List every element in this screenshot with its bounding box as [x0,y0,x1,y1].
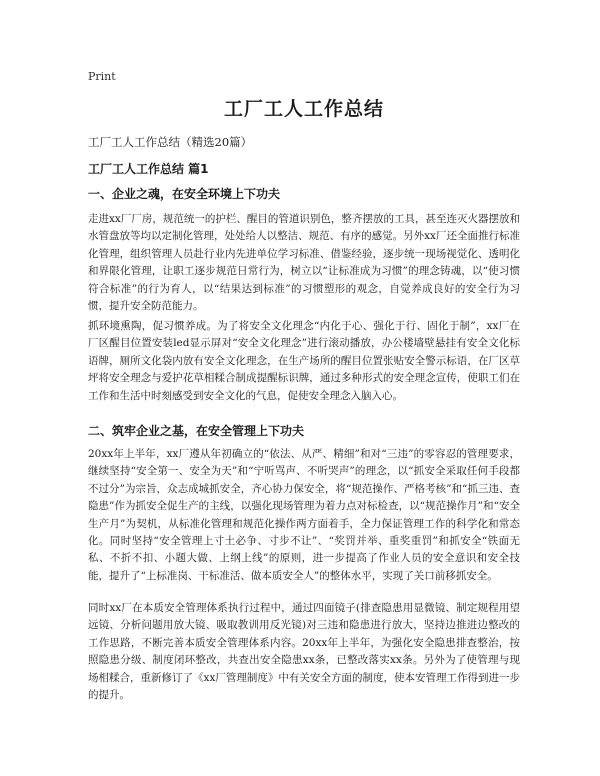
section-heading: 二、筑牢企业之基，在安全管理上下功夫 [88,424,305,438]
part-heading: 工厂工人工作总结 篇1 [88,162,209,176]
document-title: 工厂工人工作总结 [223,98,384,120]
paragraph: 走进xx厂厂房，规范统一的护栏、醒目的管道识别色，整齐摆放的工具，甚至连灭火器摆放和水管盘放等均以定制化管理，处处给人以整洁、规范、有序的感觉。另外xx厂还全面推行标准化管理，组织管理人员赴行业内先进单位学习标准、借鉴经验，逐步统一现场视觉化、透明化和界限化管理，让职工逐步规范日常行为，树立以“让标准成为习惯”的理念铸魂，以“使习惯符合标准”的行为育人，以“结果达到标准”的习惯塑形的观念，自觉养成良好的安全行为习惯，提升安全防范能力。 [88,213,520,313]
print-label[interactable]: Print [88,70,116,83]
paragraph: 抓环境熏陶，促习惯养成。为了将安全文化理念“内化于心、强化于行、固化于制”，xx厂在厂区醒目位置安装led显示屏对“安全文化理念”进行滚动播放，办公楼墙壁悬挂有安全文化标语牌，厕所文化袋内放有安全文化理念，在生产场所的醒目位置张贴安全警示标语，在厂区草坪将安全理念与爱护花草相糅合制成提醒标识牌，通过多种形式的安全理念宣传，使职工们在工作和生活中时刻感受到安全文化的气息，促使安全理念入脑入心。 [88,320,520,402]
paragraph: 同时xx厂在本质安全管理体系执行过程中，通过四面镜子(排查隐患用显微镜、制定规程用望远镜、分析问题用放大镜、吸取教训用反光镜)对三违和隐患进行放大，坚持边推进边整改的工作思路，不断完善本质安全管理体系内容。20xx年上半年，为强化安全隐患排查整治，按照隐患分级、制度闭环整改，共查出安全隐患xx条，已整改落实xx条。另外为了使管理与现场相糅合，重新修订了《xx厂管理制度》中有关安全方面的制度，使本安管理工作得到进一步的提升。 [88,602,520,702]
document-subtitle: 工厂工人工作总结（精选20篇） [88,135,253,149]
section-heading: 一、企业之魂，在安全环境上下功夫 [88,187,281,201]
paragraph: 20xx年上半年，xx厂遵从年初确立的“依法、从严、精细”和对“三违”的零容忍的管理要求，继续坚持“安全第一、安全为天”和“宁听骂声、不听哭声”的理念，以“抓安全采取任何手段都不过分”为宗旨，众志成城抓安全，齐心协力保安全，将“规范操作、严格考核”和“抓三违、查隐患”作为抓安全促生产的主线，以强化现场管理为着力点对标检查，以“规范操作月”和“安全生产月”为契机，从标准化管理和规范化操作两方面着手，全力保证管理工作的科学化和常态化。同时坚持“安全管理上寸土必争、寸步不让”、“奖罚并举、重奖重罚”和抓安全“铁面无私、不折不扣、小题大做、上纲上线”的原则，进一步提高了作业人员的安全意识和安全技能，提升了“上标准岗、干标准活、做本质安全人”的整体水平，实现了关口前移抓安全。 [88,448,520,582]
